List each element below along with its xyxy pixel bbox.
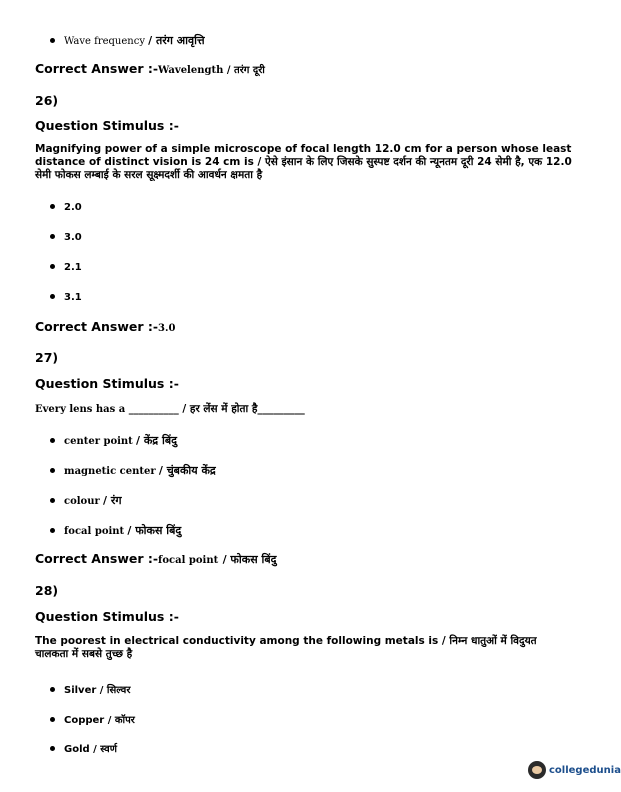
option-text-en: Wave frequency: [64, 36, 145, 47]
list-item: [50, 741, 117, 755]
list-item: [50, 493, 122, 508]
option-text: 2.0: [64, 202, 82, 213]
question-stimulus-label: Question Stimulus :-: [35, 376, 179, 391]
answer-value-hi: / फोकस बिंदु: [222, 553, 277, 566]
question-stem: [35, 403, 305, 416]
correct-answer-row: [35, 319, 175, 334]
list-item: [50, 202, 82, 213]
bullet-icon: [50, 468, 55, 473]
answer-value: 3.0: [158, 323, 176, 334]
bullet-icon: [50, 438, 55, 443]
option-text-hi: / फोकस बिंदु: [127, 524, 182, 537]
bullet-icon: [50, 498, 55, 503]
option-text: 2.1: [64, 262, 82, 273]
list-item: [50, 262, 82, 273]
bullet-icon: [50, 38, 55, 43]
question-stem: The poorest in electrical conductivity among the following metals is / निम्न धातुओं में विदुयत चालकता में सबसे तुच्छ है: [35, 635, 537, 660]
option-text-hi: / रंग: [102, 494, 122, 507]
list-item: [50, 463, 216, 478]
question-stem: Magnifying power of a simple microscope of focal length 12.0 cm for a person whose least distance of distinct vision is 24 cm is / ऐसे इंसान के लिए जिसके सुस्पष्ट दर्शन की न्यूनतम दूरी 24 सेमी है, एक 12.0 सेमी फोकस लम्बाई के सरल सूक्ष्मदर्शी की आवर्धन क्षमता है: [35, 143, 572, 181]
option-text-en: center point: [64, 436, 133, 447]
correct-answer-row: [35, 551, 276, 567]
question-number: 26): [35, 93, 59, 108]
bullet-icon: [50, 204, 55, 209]
question-stimulus-label: Question Stimulus :-: [35, 609, 179, 624]
question-number: 28): [35, 583, 59, 598]
list-item: [50, 682, 130, 696]
option-text-en: magnetic center: [64, 466, 156, 477]
bullet-icon: [50, 264, 55, 269]
list-item: [50, 523, 181, 538]
option-text-en: colour: [64, 496, 100, 507]
option-text-hi: / तरंग आवृत्ति: [148, 34, 205, 47]
bullet-icon: [50, 687, 55, 692]
option-text-en: focal point: [64, 526, 125, 537]
question-stimulus-label: Question Stimulus :-: [35, 118, 179, 133]
bullet-icon: [50, 234, 55, 239]
option-text: Copper / कॉपर: [64, 715, 135, 726]
brand-name: collegedunia: [549, 764, 621, 776]
option-text-hi: / केंद्र बिंदु: [136, 434, 177, 447]
bullet-icon: [50, 294, 55, 299]
option-text: 3.0: [64, 232, 82, 243]
option-text: 3.1: [64, 292, 82, 303]
answer-label: Correct Answer :-: [35, 319, 159, 334]
correct-answer-row: [35, 61, 265, 76]
answer-label: Correct Answer :-: [35, 61, 159, 76]
answer-value: Wavelength / तरंग दूरी: [158, 65, 265, 76]
stem-text-en: Every lens has a __________: [35, 404, 179, 415]
bullet-icon: [50, 528, 55, 533]
list-item: [50, 712, 135, 726]
option-text: Silver / सिल्वर: [64, 685, 131, 696]
bullet-icon: [50, 717, 55, 722]
stem-text-hi: / हर लेंस में होता है_________: [182, 403, 305, 415]
list-item: [50, 292, 82, 303]
brand-logo: [528, 761, 621, 779]
list-item: [50, 33, 205, 48]
option-text: Gold / स्वर्ण: [64, 744, 117, 755]
bullet-icon: [50, 746, 55, 751]
mascot-icon: [528, 761, 546, 779]
list-item: [50, 433, 177, 448]
answer-value-en: focal point: [158, 555, 219, 566]
option-text-hi: / चुंबकीय केंद्र: [158, 464, 216, 477]
list-item: [50, 232, 82, 243]
question-number: 27): [35, 350, 59, 365]
answer-label: Correct Answer :-: [35, 551, 159, 566]
